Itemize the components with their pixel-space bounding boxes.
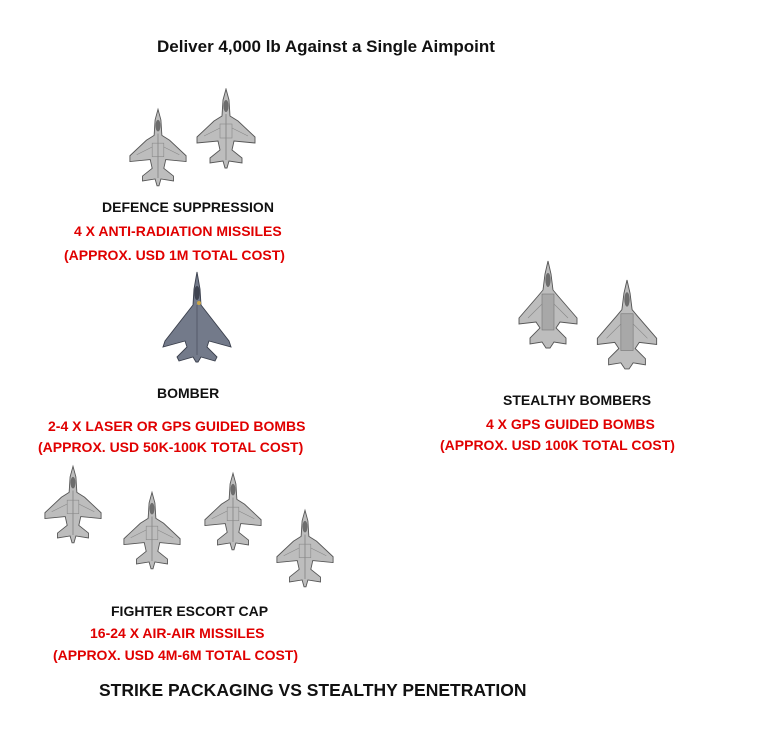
fighter-escort-cost: (APPROX. USD 4M-6M TOTAL COST) — [53, 647, 299, 663]
stealth-bomber-2 — [594, 279, 660, 371]
bomber-payload: 2-4 X LASER OR GPS GUIDED BOMBS — [48, 418, 306, 434]
defence-suppression-aircraft-2 — [194, 88, 258, 170]
bomber-label: BOMBER — [157, 385, 220, 401]
fighter-escort-payload: 16-24 X AIR-AIR MISSILES — [90, 625, 265, 641]
stealthy-bombers-payload: 4 X GPS GUIDED BOMBS — [486, 416, 655, 432]
escort-fighter-4 — [274, 507, 336, 591]
defence-suppression-cost: (APPROX. USD 1M TOTAL COST) — [64, 247, 285, 263]
page-title: Deliver 4,000 lb Against a Single Aimpoint — [157, 37, 495, 56]
stealthy-bombers-cost: (APPROX. USD 100K TOTAL COST) — [440, 437, 675, 453]
defence-suppression-payload: 4 X ANTI-RADIATION MISSILES — [74, 223, 282, 239]
escort-fighter-2 — [121, 489, 183, 573]
bomber-cost: (APPROX. USD 50K-100K TOTAL COST) — [38, 439, 304, 455]
escort-fighter-1 — [42, 463, 104, 547]
stealthy-bombers-label: STEALTHY BOMBERS — [503, 392, 652, 408]
bomber-aircraft — [157, 271, 237, 363]
escort-fighter-3 — [202, 470, 264, 554]
defence-suppression-aircraft-1 — [127, 107, 189, 189]
fighter-escort-label: FIGHTER ESCORT CAP — [111, 603, 269, 619]
defence-suppression-label: DEFENCE SUPPRESSION — [102, 199, 274, 215]
footer-caption: STRIKE PACKAGING VS STEALTHY PENETRATION — [99, 680, 527, 700]
stealth-bomber-1 — [516, 259, 580, 351]
